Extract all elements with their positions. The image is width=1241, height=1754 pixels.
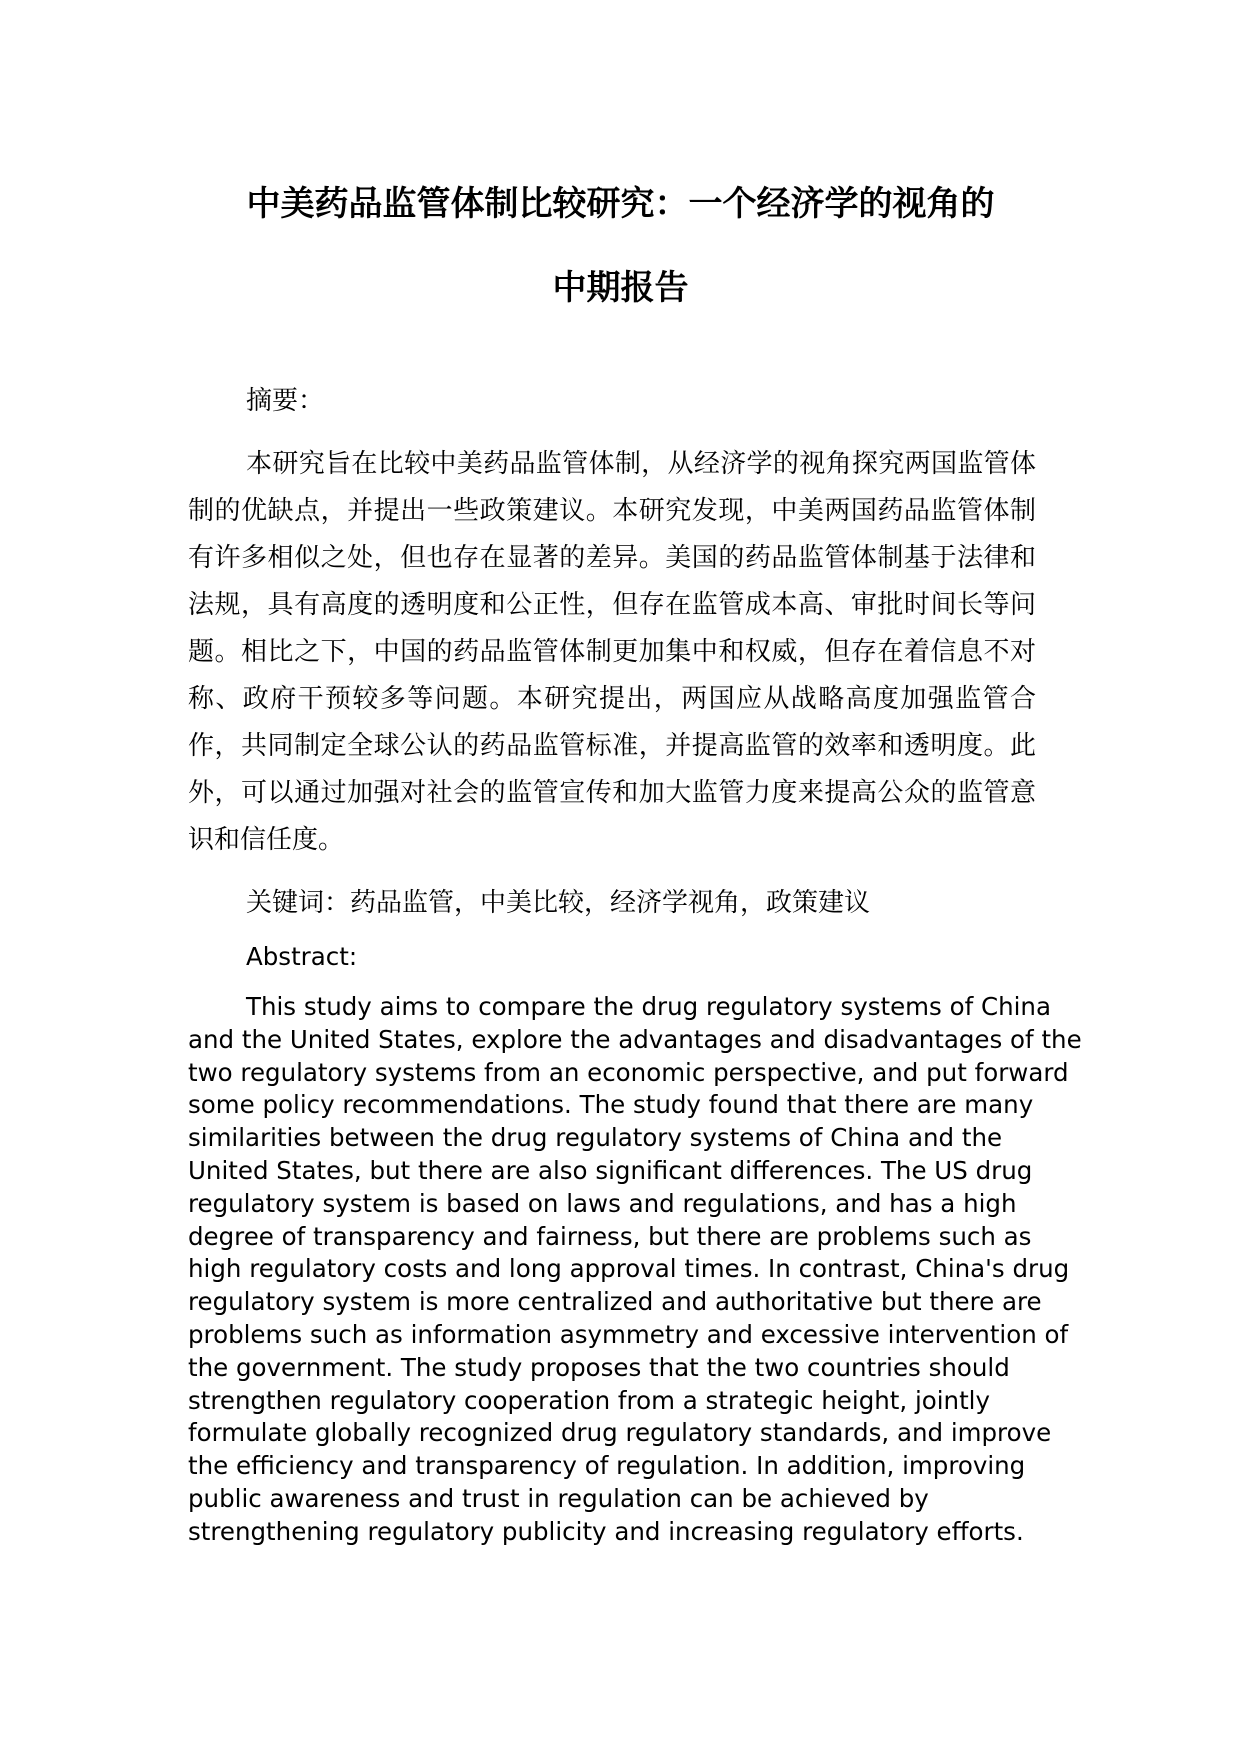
document-title-line-2: 中期报告 [552,268,689,308]
abstract-en-line: This study aims to compare the drug regulatory systems of China [246,992,1051,1021]
abstract-zh-label: 摘要： [246,386,325,416]
abstract-en-line: and the United States, explore the advantages and disadvantages of the [188,1024,1082,1054]
abstract-en-line: strengthening regulatory publicity and increasing regulatory efforts. [188,1516,1024,1546]
abstract-en-line: regulatory system is based on laws and regulations, and has a high [188,1188,1017,1218]
abstract-en-label: Abstract: [246,942,358,971]
document-title-line-1: 中美药品监管体制比较研究：一个经济学的视角的 [246,184,995,224]
abstract-en-line: the efficiency and transparency of regulation. In addition, improving [188,1451,1026,1481]
abstract-en-line: degree of transparency and fairness, but there are problems such as [188,1221,1032,1251]
abstract-en-line: regulatory system is more centralized and authoritative but there are [188,1287,1042,1317]
abstract-en-line: two regulatory systems from an economic perspective, and put forward [188,1057,1069,1087]
abstract-en-line: the government. The study proposes that the two countries should [188,1352,1010,1382]
keywords-zh: 关键词：药品监管，中美比较，经济学视角，政策建议 [246,888,871,918]
abstract-en-line: problems such as information asymmetry and excessive intervention of [188,1319,1069,1349]
abstract-en-text [188,991,1082,1549]
abstract-en-line: public awareness and trust in regulation can be achieved by [188,1483,929,1513]
abstract-en-line: formulate globally recognized drug regulatory standards, and improve [188,1418,1052,1448]
abstract-en-line: high regulatory costs and long approval times. In contrast, China's drug [188,1254,1070,1284]
abstract-en-line: United States, but there are also significant differences. The US drug [188,1155,1033,1185]
abstract-en-line: strengthen regulatory cooperation from a strategic height, jointly [188,1385,990,1415]
abstract-zh-text: 本研究旨在比较中美药品监管体制，从经济学的视角探究两国监管体制的优缺点，并提出一些政策建议。本研究发现，中美两国药品监管体制有许多相似之处，但也存在显著的差异。美国的药品监管体制基于法律和法规，具有高度的透明度和公正性，但存在监管成本高、审批时间长等问题。相比之下，中国的药品监管体制更加集中和权威，但存在着信息不对称、政府干预较多等问题。本研究提出，两国应从战略高度加强监管合作，共同制定全球公认的药品监管标准，并提高监管的效率和透明度。此外，可以通过加强对社会的监管宣传和加大监管力度来提高公众的监管意识和信任度。 [188,449,1036,855]
abstract-en-line: similarities between the drug regulatory systems of China and the [188,1123,1003,1153]
abstract-en-line: some policy recommendations. The study found that there are many [188,1090,1034,1120]
